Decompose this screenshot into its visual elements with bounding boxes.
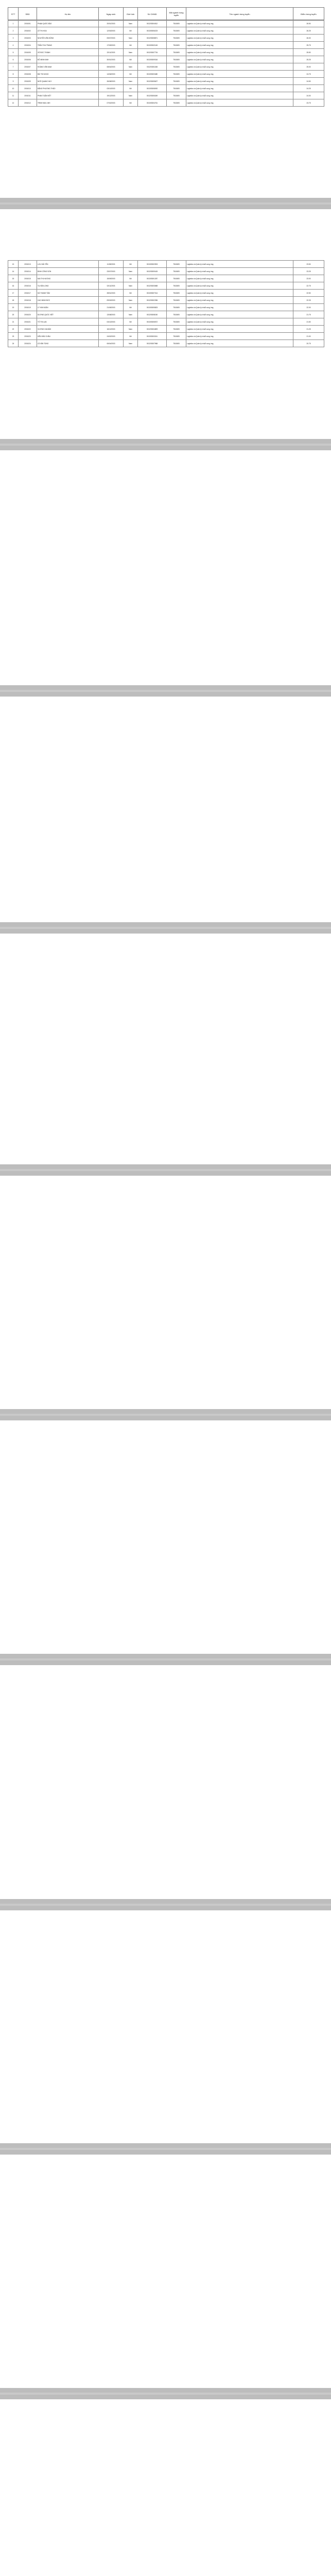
section-divider	[0, 1409, 331, 1420]
cell-sbd: 2001022	[19, 326, 37, 333]
cell-dob: 30/01/2003	[99, 56, 124, 63]
cell-dob: 21/05/2003	[99, 304, 124, 311]
cell-name: TÔ THỊ LAN	[37, 318, 99, 326]
section-divider-stripe	[0, 1658, 331, 1660]
cell-name: NGUYỄN VĂN DŨNG	[37, 35, 99, 42]
cell-stt: 24	[8, 340, 19, 347]
cell-stt: 4	[8, 42, 19, 49]
cell-dob: 14/06/2003	[99, 71, 124, 78]
cell-gender: Nữ	[124, 304, 138, 311]
cell-dob: 05/07/2003	[99, 35, 124, 42]
record-table	[8, 260, 324, 347]
table-row	[8, 63, 324, 71]
cell-gender: Nam	[124, 282, 138, 290]
cell-gender: Nam	[124, 92, 138, 99]
cell-major-code: 7510605	[167, 318, 186, 326]
cell-major-name: Logistics và Quản lý chuỗi cung ứng	[186, 56, 293, 63]
cell-cmnd: 001303002903	[138, 261, 167, 268]
cell-sbd: 2001024	[19, 340, 37, 347]
cell-major-code: 7510605	[167, 56, 186, 63]
cell-stt: 8	[8, 71, 19, 78]
cell-dob: 26/08/2003	[99, 78, 124, 85]
cell-major-name: Logistics và Quản lý chuỗi cung ứng	[186, 318, 293, 326]
cell-gender: Nữ	[124, 85, 138, 92]
cell-major-name: Logistics và Quản lý chuỗi cung ứng	[186, 268, 293, 275]
section-divider-stripe	[0, 1414, 331, 1416]
cell-sbd: 2001002	[19, 27, 37, 35]
cell-stt: 3	[8, 35, 19, 42]
cell-sbd: 2001019	[19, 304, 37, 311]
cell-name: VŨ ĐỨC THÀNH	[37, 49, 99, 56]
table-row	[8, 333, 324, 340]
cell-major-code: 7510605	[167, 275, 186, 282]
table-row	[8, 42, 324, 49]
header-stt: STT	[8, 8, 19, 21]
cell-cmnd: 001303006572	[138, 318, 167, 326]
cell-name: ĐỖ MINH ANH	[37, 56, 99, 63]
cell-major-code: 7510605	[167, 27, 186, 35]
header-name: Họ tên	[37, 8, 99, 21]
cell-gender: Nữ	[124, 56, 138, 63]
cell-major-name: Logistics và Quản lý chuỗi cung ứng	[186, 290, 293, 297]
cell-major-name: Logistics và Quản lý chuỗi cung ứng	[186, 304, 293, 311]
cell-name: TRẦN THU TRANG	[37, 42, 99, 49]
cell-sbd: 2001017	[19, 290, 37, 297]
cell-stt: 15	[8, 275, 19, 282]
cell-sbd: 2001010	[19, 85, 37, 92]
cell-major-code: 7510605	[167, 311, 186, 318]
table-row	[8, 275, 324, 282]
cell-score: 24.00	[293, 92, 324, 99]
table-row	[8, 326, 324, 333]
header-cmnd: Số CMND	[138, 8, 167, 21]
cell-sbd: 2001018	[19, 297, 37, 304]
cell-name: NGÔ QUANG HUY	[37, 78, 99, 85]
header-score: Điểm trúng tuyển	[293, 8, 324, 21]
cell-gender: Nam	[124, 35, 138, 42]
cell-major-name: Logistics và Quản lý chuỗi cung ứng	[186, 20, 293, 27]
table-row	[8, 27, 324, 35]
table-row	[8, 99, 324, 107]
cell-sbd: 2001005	[19, 49, 37, 56]
section-divider	[0, 685, 331, 697]
cell-cmnd: 001203005627	[138, 78, 167, 85]
cell-dob: 03/10/2003	[99, 85, 124, 92]
cell-name: PHẠM QUỐC BẢO	[37, 20, 99, 27]
cell-major-code: 7510605	[167, 92, 186, 99]
cell-gender: Nữ	[124, 99, 138, 107]
section-divider	[0, 2388, 331, 2399]
cell-dob: 16/12/2003	[99, 326, 124, 333]
cell-gender: Nữ	[124, 333, 138, 340]
cell-gender: Nam	[124, 340, 138, 347]
cell-gender: Nữ	[124, 318, 138, 326]
cell-major-code: 7510605	[167, 85, 186, 92]
cell-dob: 20/01/2003	[99, 20, 124, 27]
cell-cmnd: 001203004809	[138, 326, 167, 333]
cell-major-code: 7510605	[167, 297, 186, 304]
cell-stt: 22	[8, 326, 19, 333]
cell-sbd: 2001006	[19, 56, 37, 63]
table-row	[8, 35, 324, 42]
cell-major-name: Logistics và Quản lý chuỗi cung ứng	[186, 71, 293, 78]
cell-stt: 11	[8, 92, 19, 99]
cell-gender: Nữ	[124, 290, 138, 297]
cell-major-name: Logistics và Quản lý chuỗi cung ứng	[186, 261, 293, 268]
cell-score: 26.50	[293, 20, 324, 27]
section-divider	[0, 1164, 331, 1176]
cell-stt: 21	[8, 318, 19, 326]
cell-major-code: 7510605	[167, 326, 186, 333]
table-row	[8, 78, 324, 85]
table-row	[8, 56, 324, 63]
cell-sbd: 2001004	[19, 42, 37, 49]
cell-cmnd: 001203007968	[138, 340, 167, 347]
table-row	[8, 297, 324, 304]
cell-sbd: 2001007	[19, 63, 37, 71]
cell-major-name: Logistics và Quản lý chuỗi cung ứng	[186, 311, 293, 318]
cell-score: 22.25	[293, 297, 324, 304]
cell-dob: 17/09/2003	[99, 42, 124, 49]
cell-major-code: 7510605	[167, 261, 186, 268]
cell-name: HOÀNG VĂN NAM	[37, 63, 99, 71]
cell-name: PHAN TUẤN KIỆT	[37, 92, 99, 99]
cell-stt: 9	[8, 78, 19, 85]
section-divider-stripe	[0, 690, 331, 692]
record-table	[8, 20, 324, 107]
cell-major-name: Logistics và Quản lý chuỗi cung ứng	[186, 42, 293, 49]
cell-major-name: Logistics và Quản lý chuỗi cung ứng	[186, 92, 293, 99]
cell-dob: 12/03/2003	[99, 27, 124, 35]
cell-name: VƯƠNG GIA BẢO	[37, 326, 99, 333]
section-divider-stripe	[0, 927, 331, 929]
cell-major-name: Logistics và Quản lý chuỗi cung ứng	[186, 333, 293, 340]
header-gender: Giới tính	[124, 8, 138, 21]
cell-score: 25.50	[293, 49, 324, 56]
cell-cmnd: 001303006223	[138, 27, 167, 35]
cell-score: 24.75	[293, 71, 324, 78]
cell-gender: Nữ	[124, 27, 138, 35]
cell-score: 20.75	[293, 340, 324, 347]
cell-gender: Nam	[124, 311, 138, 318]
cell-score: 22.75	[293, 282, 324, 290]
cell-gender: Nam	[124, 20, 138, 27]
table-row	[8, 268, 324, 275]
cell-name: CAO MINH ĐỨC	[37, 297, 99, 304]
cell-score: 21.50	[293, 318, 324, 326]
cell-major-code: 7510605	[167, 268, 186, 275]
cell-score: 22.00	[293, 304, 324, 311]
cell-stt: 19	[8, 304, 19, 311]
cell-dob: 06/04/2003	[99, 340, 124, 347]
table-row	[8, 261, 324, 268]
cell-stt: 7	[8, 63, 19, 71]
cell-cmnd: 001303003241	[138, 333, 167, 340]
cell-gender: Nam	[124, 268, 138, 275]
table-row	[8, 340, 324, 347]
section-divider-stripe	[0, 1169, 331, 1171]
cell-score: 26.25	[293, 27, 324, 35]
cell-major-code: 7510605	[167, 49, 186, 56]
cell-dob: 11/05/2003	[99, 261, 124, 268]
cell-name: LƯU HẢI YẾN	[37, 261, 99, 268]
cell-major-code: 7510605	[167, 333, 186, 340]
header-major-name: Tên ngành trúng tuyển	[186, 8, 293, 21]
cell-score: 25.75	[293, 42, 324, 49]
section-divider-stripe	[0, 2393, 331, 2395]
cell-name: TẠ VĂN LONG	[37, 282, 99, 290]
section-divider	[0, 439, 331, 450]
cell-cmnd: 001303007014	[138, 290, 167, 297]
cell-sbd: 2001023	[19, 333, 37, 340]
cell-cmnd: 001203008150	[138, 311, 167, 318]
section-divider-stripe	[0, 1904, 331, 1906]
cell-major-code: 7510605	[167, 20, 186, 27]
cell-name: LÊ THỊ HOA	[37, 27, 99, 35]
cell-sbd: 2001020	[19, 311, 37, 318]
cell-sbd: 2001001	[19, 20, 37, 27]
cell-gender: Nữ	[124, 261, 138, 268]
section-divider-stripe	[0, 2148, 331, 2150]
cell-major-name: Logistics và Quản lý chuỗi cung ứng	[186, 63, 293, 71]
cell-sbd: 2001014	[19, 268, 37, 275]
cell-major-name: Logistics và Quản lý chuỗi cung ứng	[186, 49, 293, 56]
cell-score: 23.00	[293, 275, 324, 282]
cell-sbd: 2001013	[19, 261, 37, 268]
cell-stt: 2	[8, 27, 19, 35]
cell-gender: Nam	[124, 326, 138, 333]
cell-score: 23.50	[293, 261, 324, 268]
cell-score: 23.75	[293, 99, 324, 107]
cell-sbd: 2001009	[19, 78, 37, 85]
section-divider	[0, 1654, 331, 1665]
section-divider	[0, 1899, 331, 1910]
cell-major-name: Logistics và Quản lý chuỗi cung ứng	[186, 275, 293, 282]
cell-cmnd: 001303001287	[138, 275, 167, 282]
cell-name: ĐINH CÔNG SƠN	[37, 268, 99, 275]
cell-name: MAI THỊ HƯƠNG	[37, 275, 99, 282]
cell-name: KIỀU BẢO CHÂU	[37, 333, 99, 340]
cell-sbd: 2001011	[19, 92, 37, 99]
cell-sbd: 2001015	[19, 275, 37, 282]
cell-name: TRỊNH MAI LINH	[37, 99, 99, 107]
cell-major-code: 7510605	[167, 63, 186, 71]
cell-cmnd: 001303005823	[138, 304, 167, 311]
cell-cmnd: 001303004761	[138, 99, 167, 107]
cell-major-code: 7510605	[167, 282, 186, 290]
section-divider	[0, 2143, 331, 2155]
cell-major-name: Logistics và Quản lý chuỗi cung ứng	[186, 297, 293, 304]
cell-dob: 28/01/2003	[99, 290, 124, 297]
cell-name: ĐẶNG PHƯƠNG THẢO	[37, 85, 99, 92]
cell-score: 26.00	[293, 35, 324, 42]
cell-cmnd: 001203003658	[138, 282, 167, 290]
cell-score: 23.25	[293, 268, 324, 275]
cell-dob: 23/07/2003	[99, 268, 124, 275]
table-row	[8, 92, 324, 99]
cell-major-code: 7510605	[167, 304, 186, 311]
table-row	[8, 85, 324, 92]
cell-name: DƯƠNG QUỐC VIỆT	[37, 311, 99, 318]
section-divider-stripe	[0, 444, 331, 446]
cell-major-code: 7510605	[167, 99, 186, 107]
cell-stt: 12	[8, 99, 19, 107]
table-row	[8, 49, 324, 56]
cell-major-code: 7510605	[167, 78, 186, 85]
cell-stt: 17	[8, 290, 19, 297]
section-divider	[0, 198, 331, 209]
cell-dob: 19/12/2003	[99, 92, 124, 99]
cell-dob: 15/09/2003	[99, 275, 124, 282]
table-row	[8, 20, 324, 27]
cell-dob: 08/04/2003	[99, 63, 124, 71]
cell-cmnd: 001203007734	[138, 49, 167, 56]
cell-cmnd: 001203001158	[138, 63, 167, 71]
cell-stt: 18	[8, 297, 19, 304]
cell-major-name: Logistics và Quản lý chuỗi cung ứng	[186, 340, 293, 347]
cell-score: 22.50	[293, 290, 324, 297]
cell-gender: Nam	[124, 78, 138, 85]
cell-stt: 5	[8, 49, 19, 56]
cell-sbd: 2001008	[19, 71, 37, 78]
section-divider	[0, 922, 331, 934]
cell-score: 21.75	[293, 311, 324, 318]
cell-gender: Nam	[124, 63, 138, 71]
table-row	[8, 318, 324, 326]
cell-stt: 14	[8, 268, 19, 275]
cell-major-name: Logistics và Quản lý chuỗi cung ứng	[186, 326, 293, 333]
cell-cmnd: 001303003480	[138, 71, 167, 78]
cell-cmnd: 001203009415	[138, 268, 167, 275]
cell-major-name: Logistics và Quản lý chuỗi cung ứng	[186, 27, 293, 35]
cell-name: LÃ VĂN TÙNG	[37, 340, 99, 347]
cell-stt: 6	[8, 56, 19, 63]
header-major-code: Mã ngành trúng tuyển	[167, 8, 186, 21]
table-row	[8, 71, 324, 78]
cell-dob: 13/08/2003	[99, 311, 124, 318]
cell-cmnd: 001203006349	[138, 92, 167, 99]
cell-sbd: 2001012	[19, 99, 37, 107]
cell-score: 21.25	[293, 326, 324, 333]
cell-major-name: Logistics và Quản lý chuỗi cung ứng	[186, 99, 293, 107]
cell-dob: 07/02/2003	[99, 99, 124, 107]
cell-gender: Nữ	[124, 275, 138, 282]
cell-major-name: Logistics và Quản lý chuỗi cung ứng	[186, 78, 293, 85]
section-divider-stripe	[0, 202, 331, 205]
header-sbd: SBD	[19, 8, 37, 21]
cell-cmnd: 001203004512	[138, 20, 167, 27]
cell-stt: 13	[8, 261, 19, 268]
cell-major-code: 7510605	[167, 71, 186, 78]
cell-dob: 22/11/2003	[99, 49, 124, 56]
cell-score: 25.25	[293, 56, 324, 63]
cell-cmnd: 001303002145	[138, 42, 167, 49]
table-row	[8, 290, 324, 297]
cell-stt: 16	[8, 282, 19, 290]
cell-stt: 10	[8, 85, 19, 92]
cell-major-code: 7510605	[167, 35, 186, 42]
cell-gender: Nữ	[124, 71, 138, 78]
cell-major-code: 7510605	[167, 340, 186, 347]
cell-score: 24.25	[293, 85, 324, 92]
cell-name: LÝ KIM NGÂN	[37, 304, 99, 311]
table-row	[8, 282, 324, 290]
cell-score: 21.00	[293, 333, 324, 340]
cell-dob: 02/11/2003	[99, 282, 124, 290]
cell-major-name: Logistics và Quản lý chuỗi cung ứng	[186, 282, 293, 290]
cell-dob: 24/02/2003	[99, 333, 124, 340]
cell-stt: 23	[8, 333, 19, 340]
cell-cmnd: 001303008092	[138, 85, 167, 92]
cell-major-code: 7510605	[167, 42, 186, 49]
cell-gender: Nam	[124, 297, 138, 304]
column-header	[8, 7, 324, 21]
header-dob: Ngày sinh	[99, 8, 124, 21]
cell-stt: 1	[8, 20, 19, 27]
cell-gender: Nam	[124, 49, 138, 56]
cell-sbd: 2001003	[19, 35, 37, 42]
cell-sbd: 2001021	[19, 318, 37, 326]
cell-cmnd: 001203002396	[138, 297, 167, 304]
cell-sbd: 2001016	[19, 282, 37, 290]
cell-major-name: Logistics và Quản lý chuỗi cung ứng	[186, 85, 293, 92]
cell-dob: 04/10/2003	[99, 318, 124, 326]
cell-name: BÙI THỊ NGỌC	[37, 71, 99, 78]
table-row	[8, 311, 324, 318]
cell-cmnd: 001303009316	[138, 56, 167, 63]
cell-dob: 09/03/2003	[99, 297, 124, 304]
cell-major-code: 7510605	[167, 290, 186, 297]
cell-gender: Nữ	[124, 42, 138, 49]
cell-score: 25.00	[293, 63, 324, 71]
cell-stt: 20	[8, 311, 19, 318]
cell-cmnd: 001203008871	[138, 35, 167, 42]
table-row	[8, 304, 324, 311]
cell-major-name: Logistics và Quản lý chuỗi cung ứng	[186, 35, 293, 42]
cell-name: HÀ THANH TÂM	[37, 290, 99, 297]
cell-score: 24.50	[293, 78, 324, 85]
